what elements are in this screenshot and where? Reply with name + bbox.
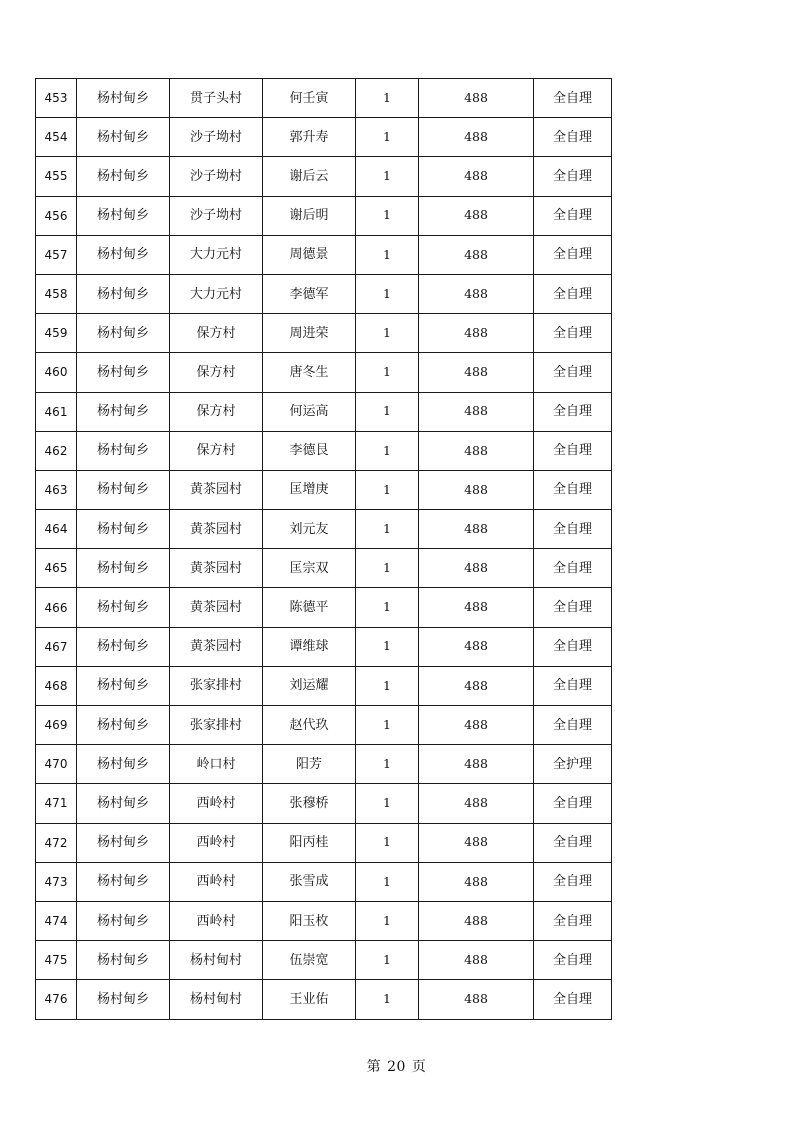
township-cell: 杨村甸乡 — [77, 157, 170, 196]
village-cell: 保方村 — [170, 353, 263, 392]
count-cell: 1 — [356, 784, 419, 823]
name-cell: 周进荣 — [263, 314, 356, 353]
name-cell: 郭升寿 — [263, 118, 356, 157]
serial-number-cell: 453 — [36, 79, 77, 118]
count-cell: 1 — [356, 823, 419, 862]
amount-cell: 488 — [419, 784, 534, 823]
count-cell: 1 — [356, 157, 419, 196]
village-cell: 保方村 — [170, 392, 263, 431]
count-cell: 1 — [356, 79, 419, 118]
care-type-cell: 全自理 — [534, 941, 612, 980]
serial-number-cell: 462 — [36, 431, 77, 470]
care-type-cell: 全自理 — [534, 588, 612, 627]
table-row — [36, 353, 612, 392]
count-cell: 1 — [356, 706, 419, 745]
amount-cell: 488 — [419, 353, 534, 392]
name-cell: 李德军 — [263, 274, 356, 313]
count-cell: 1 — [356, 274, 419, 313]
serial-number-cell: 454 — [36, 118, 77, 157]
serial-number-cell: 474 — [36, 901, 77, 940]
table-row — [36, 823, 612, 862]
count-cell: 1 — [356, 862, 419, 901]
village-cell: 西岭村 — [170, 784, 263, 823]
name-cell: 赵代玖 — [263, 706, 356, 745]
village-cell: 杨村甸村 — [170, 980, 263, 1019]
amount-cell: 488 — [419, 980, 534, 1019]
township-cell: 杨村甸乡 — [77, 235, 170, 274]
amount-cell: 488 — [419, 470, 534, 509]
care-type-cell: 全自理 — [534, 353, 612, 392]
township-cell: 杨村甸乡 — [77, 196, 170, 235]
care-type-cell: 全自理 — [534, 706, 612, 745]
amount-cell: 488 — [419, 392, 534, 431]
amount-cell: 488 — [419, 235, 534, 274]
name-cell: 张雪成 — [263, 862, 356, 901]
amount-cell: 488 — [419, 549, 534, 588]
count-cell: 1 — [356, 353, 419, 392]
name-cell: 阳芳 — [263, 745, 356, 784]
care-type-cell: 全自理 — [534, 901, 612, 940]
township-cell: 杨村甸乡 — [77, 274, 170, 313]
name-cell: 匡增庚 — [263, 470, 356, 509]
amount-cell: 488 — [419, 157, 534, 196]
township-cell: 杨村甸乡 — [77, 745, 170, 784]
serial-number-cell: 471 — [36, 784, 77, 823]
township-cell: 杨村甸乡 — [77, 510, 170, 549]
name-cell: 伍崇宽 — [263, 941, 356, 980]
serial-number-cell: 459 — [36, 314, 77, 353]
name-cell: 李德艮 — [263, 431, 356, 470]
amount-cell: 488 — [419, 706, 534, 745]
amount-cell: 488 — [419, 901, 534, 940]
amount-cell: 488 — [419, 745, 534, 784]
village-cell: 沙子坳村 — [170, 196, 263, 235]
table-row — [36, 784, 612, 823]
township-cell: 杨村甸乡 — [77, 901, 170, 940]
serial-number-cell: 476 — [36, 980, 77, 1019]
count-cell: 1 — [356, 980, 419, 1019]
village-cell: 杨村甸村 — [170, 941, 263, 980]
serial-number-cell: 461 — [36, 392, 77, 431]
name-cell: 何壬寅 — [263, 79, 356, 118]
count-cell: 1 — [356, 549, 419, 588]
table-row — [36, 706, 612, 745]
care-type-cell: 全自理 — [534, 157, 612, 196]
page-number: 20 — [387, 1059, 406, 1075]
amount-cell: 488 — [419, 431, 534, 470]
care-type-cell: 全自理 — [534, 274, 612, 313]
township-cell: 杨村甸乡 — [77, 941, 170, 980]
village-cell: 黄茶园村 — [170, 510, 263, 549]
village-cell: 黄茶园村 — [170, 549, 263, 588]
care-type-cell: 全自理 — [534, 431, 612, 470]
township-cell: 杨村甸乡 — [77, 706, 170, 745]
table-row — [36, 470, 612, 509]
amount-cell: 488 — [419, 941, 534, 980]
township-cell: 杨村甸乡 — [77, 627, 170, 666]
serial-number-cell: 456 — [36, 196, 77, 235]
table-row — [36, 118, 612, 157]
amount-cell: 488 — [419, 196, 534, 235]
serial-number-cell: 473 — [36, 862, 77, 901]
care-type-cell: 全自理 — [534, 823, 612, 862]
serial-number-cell: 464 — [36, 510, 77, 549]
page-footer-prefix: 第 — [366, 1059, 382, 1075]
serial-number-cell: 458 — [36, 274, 77, 313]
serial-number-cell: 475 — [36, 941, 77, 980]
serial-number-cell: 469 — [36, 706, 77, 745]
count-cell: 1 — [356, 470, 419, 509]
township-cell: 杨村甸乡 — [77, 79, 170, 118]
name-cell: 张穆桥 — [263, 784, 356, 823]
count-cell: 1 — [356, 196, 419, 235]
amount-cell: 488 — [419, 510, 534, 549]
amount-cell: 488 — [419, 666, 534, 705]
care-type-cell: 全自理 — [534, 784, 612, 823]
village-cell: 大力元村 — [170, 274, 263, 313]
name-cell: 陈德平 — [263, 588, 356, 627]
township-cell: 杨村甸乡 — [77, 862, 170, 901]
name-cell: 阳丙桂 — [263, 823, 356, 862]
name-cell: 谢后明 — [263, 196, 356, 235]
count-cell: 1 — [356, 118, 419, 157]
count-cell: 1 — [356, 666, 419, 705]
table-row — [36, 79, 612, 118]
table-row — [36, 549, 612, 588]
table-row — [36, 157, 612, 196]
amount-cell: 488 — [419, 274, 534, 313]
count-cell: 1 — [356, 510, 419, 549]
amount-cell: 488 — [419, 314, 534, 353]
count-cell: 1 — [356, 627, 419, 666]
table-row — [36, 510, 612, 549]
serial-number-cell: 466 — [36, 588, 77, 627]
table-row — [36, 980, 612, 1019]
count-cell: 1 — [356, 235, 419, 274]
care-type-cell: 全自理 — [534, 392, 612, 431]
count-cell: 1 — [356, 431, 419, 470]
care-type-cell: 全自理 — [534, 79, 612, 118]
care-type-cell: 全自理 — [534, 118, 612, 157]
township-cell: 杨村甸乡 — [77, 784, 170, 823]
amount-cell: 488 — [419, 588, 534, 627]
table-row — [36, 431, 612, 470]
serial-number-cell: 468 — [36, 666, 77, 705]
name-cell: 匡宗双 — [263, 549, 356, 588]
village-cell: 西岭村 — [170, 862, 263, 901]
name-cell: 刘元友 — [263, 510, 356, 549]
village-cell: 岭口村 — [170, 745, 263, 784]
name-cell: 何运高 — [263, 392, 356, 431]
records-table-body — [36, 79, 612, 1020]
village-cell: 黄茶园村 — [170, 588, 263, 627]
table-row — [36, 666, 612, 705]
amount-cell: 488 — [419, 79, 534, 118]
amount-cell: 488 — [419, 118, 534, 157]
township-cell: 杨村甸乡 — [77, 980, 170, 1019]
count-cell: 1 — [356, 901, 419, 940]
table-row — [36, 392, 612, 431]
township-cell: 杨村甸乡 — [77, 431, 170, 470]
care-type-cell: 全自理 — [534, 862, 612, 901]
township-cell: 杨村甸乡 — [77, 549, 170, 588]
table-row — [36, 901, 612, 940]
table-row — [36, 588, 612, 627]
care-type-cell: 全自理 — [534, 314, 612, 353]
care-type-cell: 全自理 — [534, 470, 612, 509]
village-cell: 保方村 — [170, 314, 263, 353]
name-cell: 谢后云 — [263, 157, 356, 196]
serial-number-cell: 455 — [36, 157, 77, 196]
table-row — [36, 941, 612, 980]
village-cell: 保方村 — [170, 431, 263, 470]
village-cell: 黄茶园村 — [170, 627, 263, 666]
village-cell: 贯子头村 — [170, 79, 263, 118]
township-cell: 杨村甸乡 — [77, 392, 170, 431]
care-type-cell: 全自理 — [534, 235, 612, 274]
table-row — [36, 627, 612, 666]
care-type-cell: 全自理 — [534, 666, 612, 705]
township-cell: 杨村甸乡 — [77, 823, 170, 862]
township-cell: 杨村甸乡 — [77, 314, 170, 353]
village-cell: 张家排村 — [170, 666, 263, 705]
count-cell: 1 — [356, 745, 419, 784]
amount-cell: 488 — [419, 823, 534, 862]
serial-number-cell: 460 — [36, 353, 77, 392]
township-cell: 杨村甸乡 — [77, 470, 170, 509]
table-row — [36, 235, 612, 274]
care-type-cell: 全自理 — [534, 627, 612, 666]
village-cell: 黄茶园村 — [170, 470, 263, 509]
township-cell: 杨村甸乡 — [77, 353, 170, 392]
care-type-cell: 全自理 — [534, 980, 612, 1019]
township-cell: 杨村甸乡 — [77, 588, 170, 627]
table-row — [36, 196, 612, 235]
name-cell: 周德景 — [263, 235, 356, 274]
serial-number-cell: 465 — [36, 549, 77, 588]
table-row — [36, 745, 612, 784]
page-footer-suffix: 页 — [411, 1059, 427, 1075]
care-type-cell: 全自理 — [534, 549, 612, 588]
village-cell: 大力元村 — [170, 235, 263, 274]
care-type-cell: 全自理 — [534, 510, 612, 549]
village-cell: 沙子坳村 — [170, 118, 263, 157]
care-type-cell: 全护理 — [534, 745, 612, 784]
table-row — [36, 862, 612, 901]
care-type-cell: 全自理 — [534, 196, 612, 235]
serial-number-cell: 457 — [36, 235, 77, 274]
township-cell: 杨村甸乡 — [77, 118, 170, 157]
name-cell: 王业佑 — [263, 980, 356, 1019]
amount-cell: 488 — [419, 862, 534, 901]
serial-number-cell: 463 — [36, 470, 77, 509]
village-cell: 张家排村 — [170, 706, 263, 745]
village-cell: 西岭村 — [170, 823, 263, 862]
table-row — [36, 274, 612, 313]
page-footer — [0, 1056, 793, 1076]
count-cell: 1 — [356, 588, 419, 627]
count-cell: 1 — [356, 941, 419, 980]
records-table — [35, 78, 612, 1020]
village-cell: 沙子坳村 — [170, 157, 263, 196]
serial-number-cell: 470 — [36, 745, 77, 784]
village-cell: 西岭村 — [170, 901, 263, 940]
amount-cell: 488 — [419, 627, 534, 666]
table-row — [36, 314, 612, 353]
name-cell: 谭维球 — [263, 627, 356, 666]
serial-number-cell: 467 — [36, 627, 77, 666]
serial-number-cell: 472 — [36, 823, 77, 862]
name-cell: 唐冬生 — [263, 353, 356, 392]
name-cell: 阳玉枚 — [263, 901, 356, 940]
count-cell: 1 — [356, 314, 419, 353]
name-cell: 刘运耀 — [263, 666, 356, 705]
township-cell: 杨村甸乡 — [77, 666, 170, 705]
count-cell: 1 — [356, 392, 419, 431]
